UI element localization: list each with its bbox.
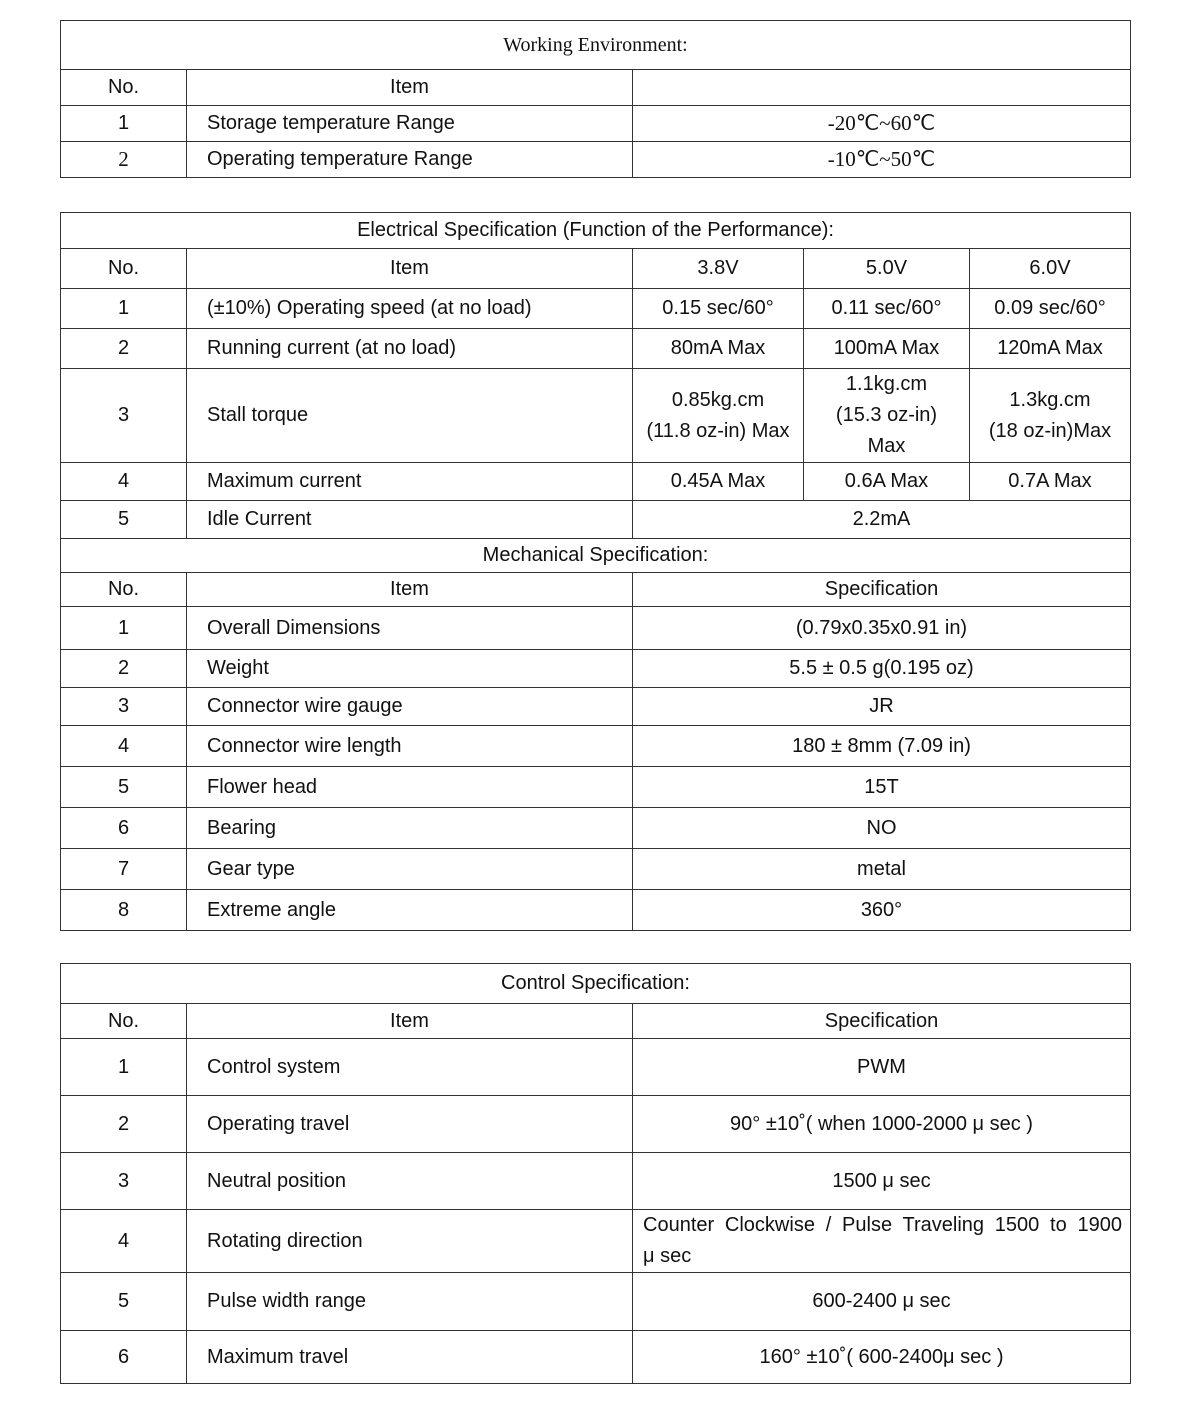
row-item: Extreme angle [187, 890, 633, 931]
table-row [61, 767, 1131, 808]
row-value-5-0v: 0.11 sec/60° [804, 289, 970, 329]
row-value: 360° [633, 890, 1131, 931]
row-item: (±10%) Operating speed (at no load) [187, 289, 633, 329]
torque-line: Max [867, 435, 906, 457]
header-6-0v: 6.0V [970, 249, 1131, 289]
row-value-6-0v: 0.09 sec/60° [970, 289, 1131, 329]
row-no: 2 [61, 329, 187, 369]
row-value-3-8v: 80mA Max [633, 329, 804, 369]
table-row [61, 688, 1131, 726]
table-row [61, 890, 1131, 931]
row-no: 5 [61, 1273, 187, 1331]
row-no: 2 [61, 142, 187, 178]
row-item: Operating temperature Range [187, 142, 633, 178]
row-value-3-8v [633, 369, 804, 463]
table-row [61, 808, 1131, 849]
row-value: -20℃~60℃ [633, 106, 1131, 142]
header-value [633, 70, 1131, 106]
row-item: Running current (at no load) [187, 329, 633, 369]
electrical-title: Electrical Specification (Function of the Performance): [61, 213, 1131, 249]
row-no: 1 [61, 607, 187, 650]
row-item: Connector wire gauge [187, 688, 633, 726]
row-value-6-0v: 0.7A Max [970, 463, 1131, 501]
row-value: (0.79x0.35x0.91 in) [633, 607, 1131, 650]
row-value-3-8v: 0.45A Max [633, 463, 804, 501]
control-table [60, 963, 1131, 1384]
row-value-5-0v [804, 369, 970, 463]
row-no: 2 [61, 1096, 187, 1153]
value-line: μ sec [643, 1245, 692, 1267]
header-no: No. [61, 70, 187, 106]
row-item: Overall Dimensions [187, 607, 633, 650]
header-no: No. [61, 1004, 187, 1039]
row-item: Weight [187, 650, 633, 688]
torque-line: 1.1kg.cm [845, 373, 928, 395]
row-item: Connector wire length [187, 726, 633, 767]
row-no: 3 [61, 688, 187, 726]
row-item: Bearing [187, 808, 633, 849]
row-no: 5 [61, 767, 187, 808]
header-item: Item [187, 1004, 633, 1039]
row-item: Neutral position [187, 1153, 633, 1210]
row-item: Operating travel [187, 1096, 633, 1153]
row-item: Maximum travel [187, 1331, 633, 1384]
header-3-8v: 3.8V [633, 249, 804, 289]
row-value-6-0v [970, 369, 1131, 463]
row-no: 6 [61, 808, 187, 849]
table-row [61, 1039, 1131, 1096]
row-value: 1500 μ sec [633, 1153, 1131, 1210]
row-item: Control system [187, 1039, 633, 1096]
row-value-5-0v: 100mA Max [804, 329, 970, 369]
header-no: No. [61, 249, 187, 289]
table-row [61, 289, 1131, 329]
value-line: Counter Clockwise / Pulse Traveling 1500 to 1900 [643, 1214, 1122, 1236]
row-no: 5 [61, 501, 187, 539]
row-no: 3 [61, 369, 187, 463]
table-row [61, 329, 1131, 369]
row-no: 3 [61, 1153, 187, 1210]
table-row [61, 501, 1131, 539]
row-value: JR [633, 688, 1131, 726]
row-value-6-0v: 120mA Max [970, 329, 1131, 369]
table-row [61, 1153, 1131, 1210]
row-value: 5.5 ± 0.5 g(0.195 oz) [633, 650, 1131, 688]
row-value-5-0v: 0.6A Max [804, 463, 970, 501]
row-item: Maximum current [187, 463, 633, 501]
row-value: 2.2mA [633, 501, 1131, 539]
row-no: 1 [61, 106, 187, 142]
table-row [61, 463, 1131, 501]
table-row [61, 106, 1131, 142]
table-row [61, 726, 1131, 767]
header-item: Item [187, 249, 633, 289]
table-row [61, 1331, 1131, 1384]
row-value: PWM [633, 1039, 1131, 1096]
row-item: Idle Current [187, 501, 633, 539]
row-no: 2 [61, 650, 187, 688]
row-value: 90° ±10˚( when 1000-2000 μ sec ) [633, 1096, 1131, 1153]
torque-line: (18 oz-in)Max [988, 419, 1112, 442]
working-environment-table [60, 20, 1131, 178]
header-item: Item [187, 70, 633, 106]
header-specification: Specification [633, 1004, 1131, 1039]
row-no: 4 [61, 463, 187, 501]
table-row [61, 1096, 1131, 1153]
electrical-mechanical-table [60, 212, 1131, 931]
row-value: NO [633, 808, 1131, 849]
row-item: Storage temperature Range [187, 106, 633, 142]
table-row [61, 849, 1131, 890]
row-no: 6 [61, 1331, 187, 1384]
row-value: 160° ±10˚( 600-2400μ sec ) [633, 1331, 1131, 1384]
torque-line: (11.8 oz-in) Max [646, 419, 790, 442]
row-no: 4 [61, 726, 187, 767]
table-row [61, 1210, 1131, 1273]
row-item: Rotating direction [187, 1210, 633, 1273]
table-title: Working Environment: [61, 21, 1131, 70]
row-value: 15T [633, 767, 1131, 808]
table-row [61, 142, 1131, 178]
table-row [61, 607, 1131, 650]
row-value: 600-2400 μ sec [633, 1273, 1131, 1331]
row-value: metal [633, 849, 1131, 890]
mechanical-title: Mechanical Specification: [61, 539, 1131, 573]
row-value: -10℃~50℃ [633, 142, 1131, 178]
row-no: 1 [61, 1039, 187, 1096]
row-item: Stall torque [187, 369, 633, 463]
row-value-3-8v: 0.15 sec/60° [633, 289, 804, 329]
table-row [61, 650, 1131, 688]
header-item: Item [187, 573, 633, 607]
row-item: Gear type [187, 849, 633, 890]
table-row [61, 1273, 1131, 1331]
row-item: Pulse width range [187, 1273, 633, 1331]
control-title: Control Specification: [61, 964, 1131, 1004]
torque-line: (15.3 oz-in) [835, 404, 938, 426]
row-no: 8 [61, 890, 187, 931]
row-no: 7 [61, 849, 187, 890]
table-row [61, 369, 1131, 463]
header-5-0v: 5.0V [804, 249, 970, 289]
header-specification: Specification [633, 573, 1131, 607]
torque-line: 1.3kg.cm [1009, 388, 1091, 411]
row-value: 180 ± 8mm (7.09 in) [633, 726, 1131, 767]
torque-line: 0.85kg.cm [671, 388, 765, 411]
row-no: 1 [61, 289, 187, 329]
row-item: Flower head [187, 767, 633, 808]
row-value [633, 1210, 1131, 1273]
row-no: 4 [61, 1210, 187, 1273]
header-no: No. [61, 573, 187, 607]
